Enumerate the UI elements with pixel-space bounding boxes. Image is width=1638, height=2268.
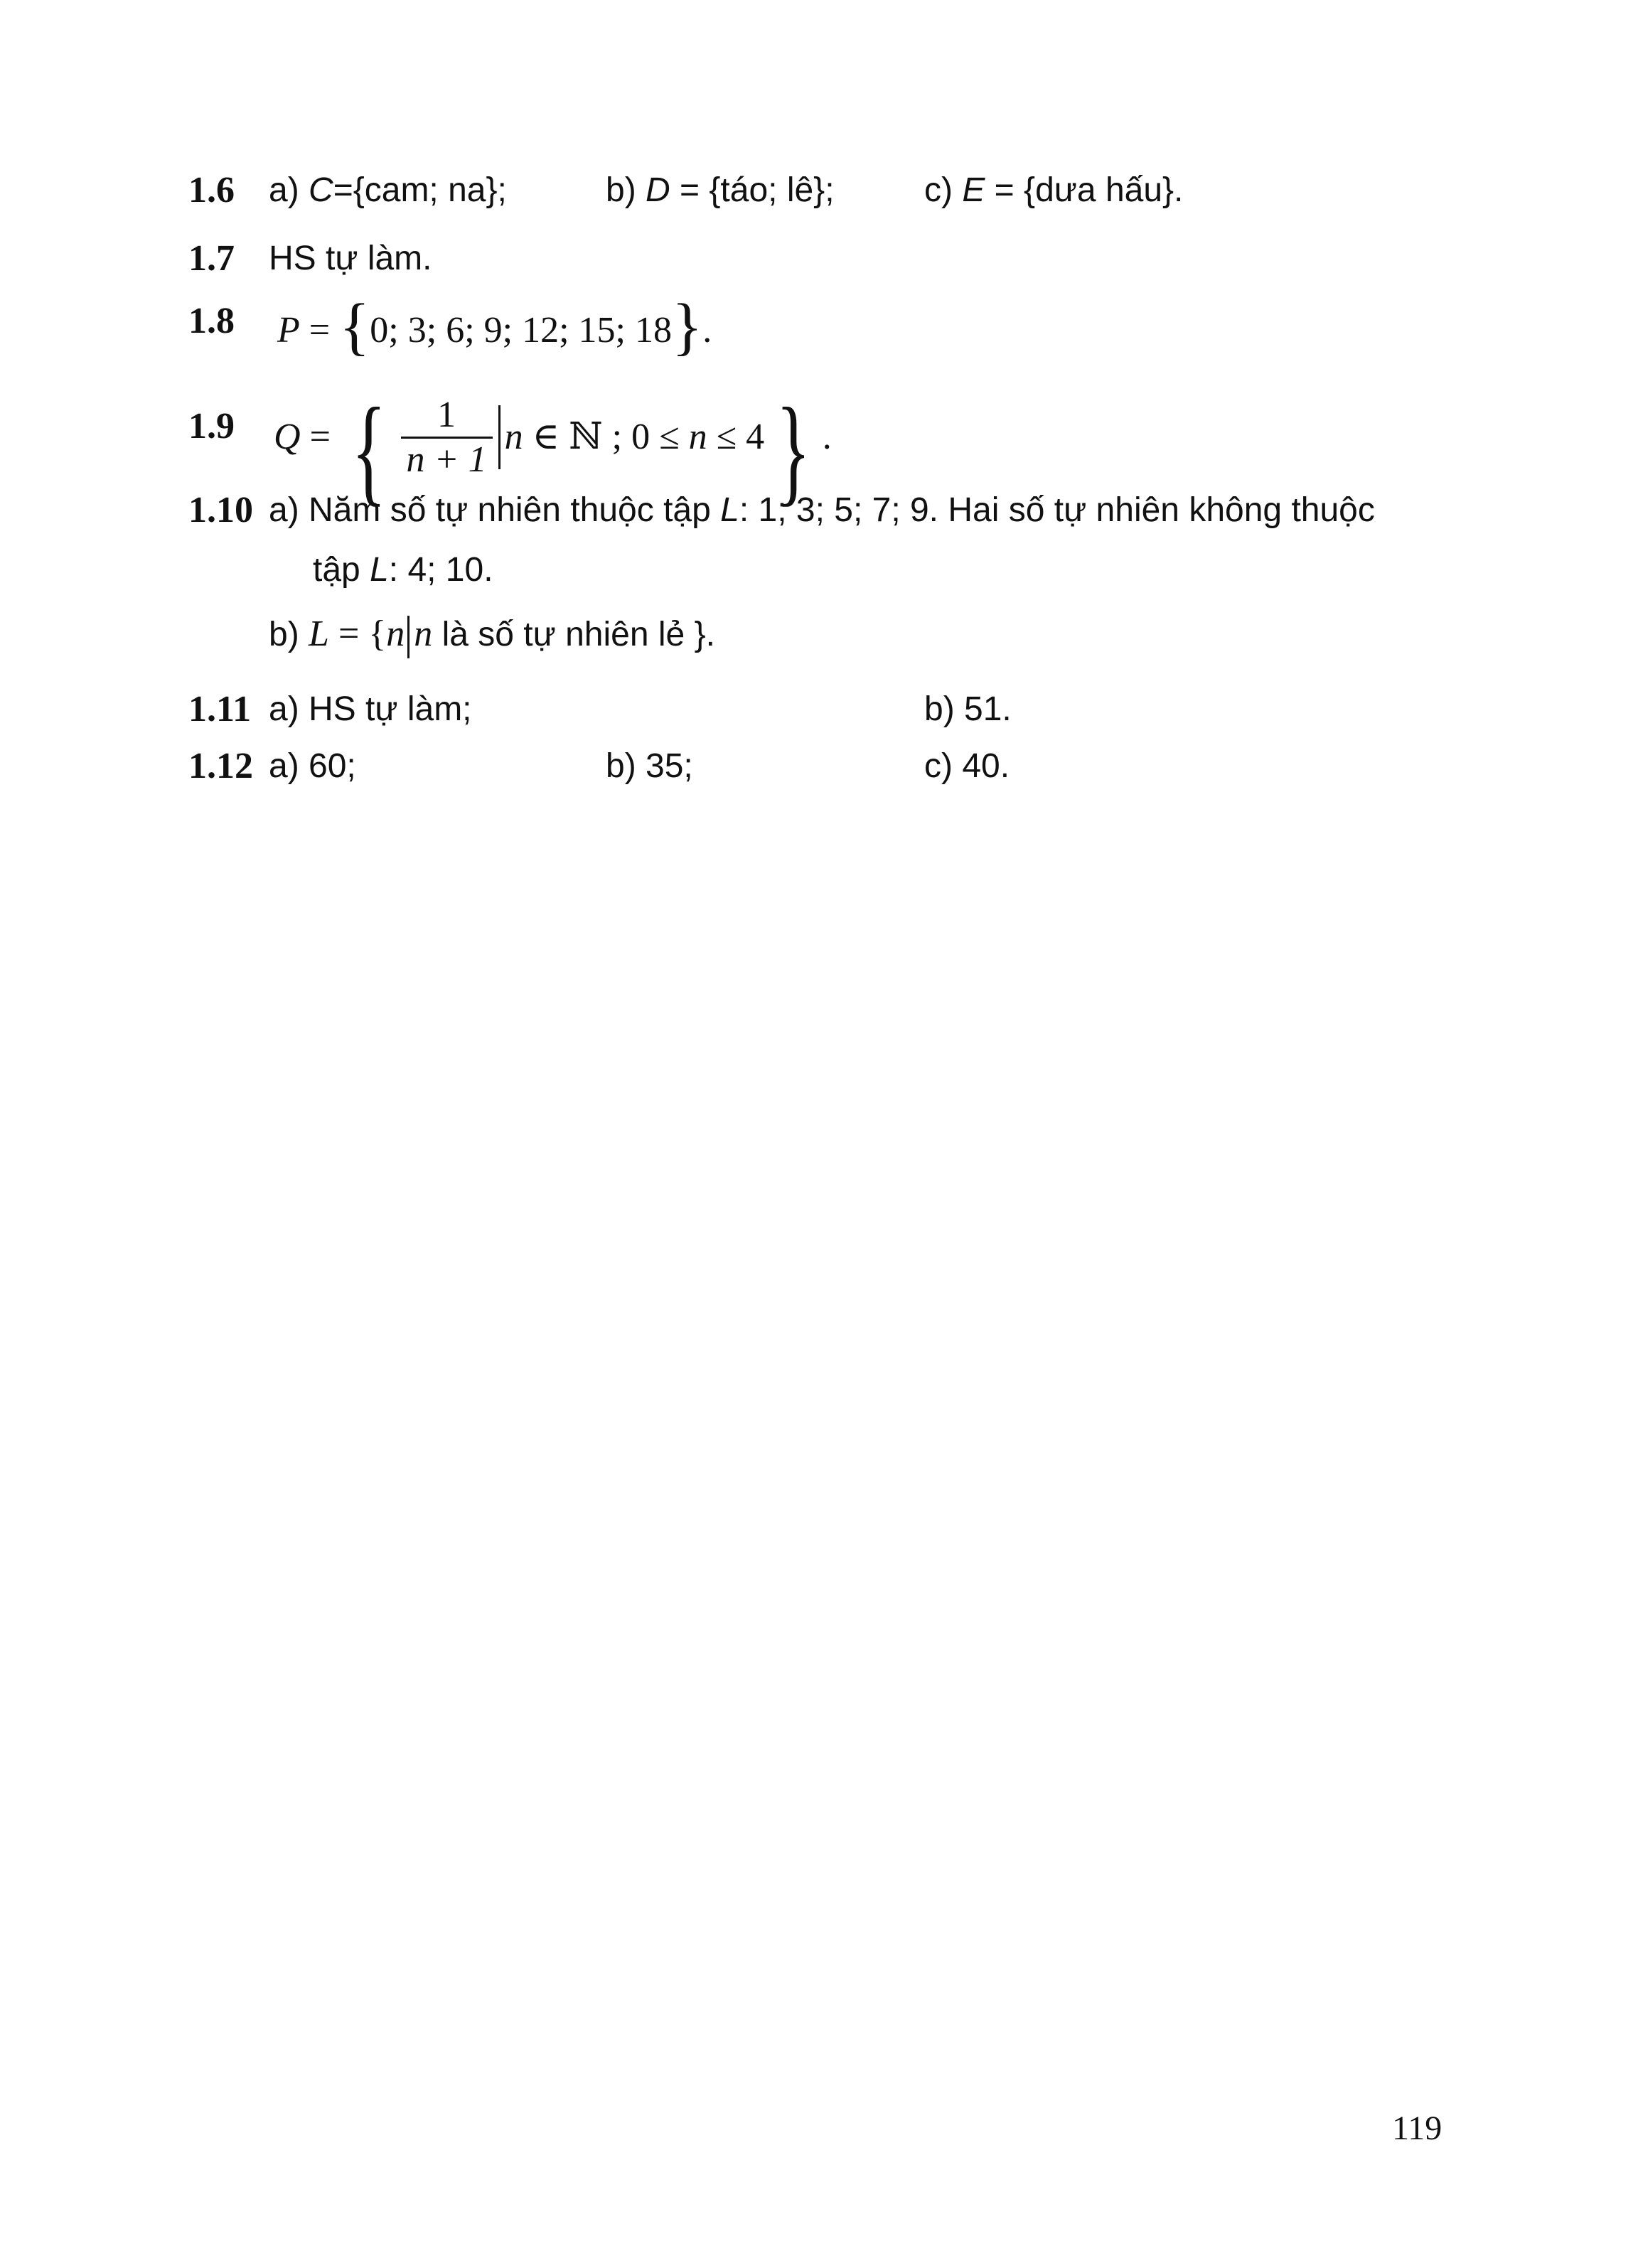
item-number: 1.9 [188,406,235,446]
answer-b: b) D = {táo; lê}; [606,171,835,209]
fraction: $\frac{1}{n + 1}$ [401,394,493,481]
answer-b: b) 51. [924,690,1012,728]
answer-c: c) E = {dưa hấu}. [924,171,1184,209]
answer-b: b) 35; [606,747,693,785]
answer-b: b) L = {n n là số tự nhiên lẻ }. [269,611,715,658]
item-number: 1.7 [188,238,235,279]
answer-a: a) 60; [269,747,356,785]
item-number: 1.11 [188,689,252,729]
answer-a: a) HS tự làm; [269,690,472,728]
item-number: 1.10 [188,490,253,530]
divider-bar [498,405,500,469]
item-number: 1.8 [188,301,235,341]
answer-a: a) C={cam; na}; [269,171,507,209]
set-builder-expression: Q = { $\frac{1}{n + 1}$ n ∈ ℕ ; 0 ≤ n ≤ 4} . [274,383,832,517]
divider-bar [407,616,410,658]
page-number: 119 [1392,2109,1442,2147]
set-expression: P = {0; 3; 6; 9; 12; 15; 18}. [277,291,712,362]
item-number: 1.12 [188,746,253,786]
item-number: 1.6 [188,170,235,210]
answer-c: c) 40. [924,747,1010,785]
answer-a-line1: a) Năm số tự nhiên thuộc tập L: 1; 3; 5; 7; 9. Hai số tự nhiên không thuộc [269,491,1375,529]
answer-text: HS tự làm. [269,240,432,277]
answer-a-line2: tập L: 4; 10. [313,551,493,589]
